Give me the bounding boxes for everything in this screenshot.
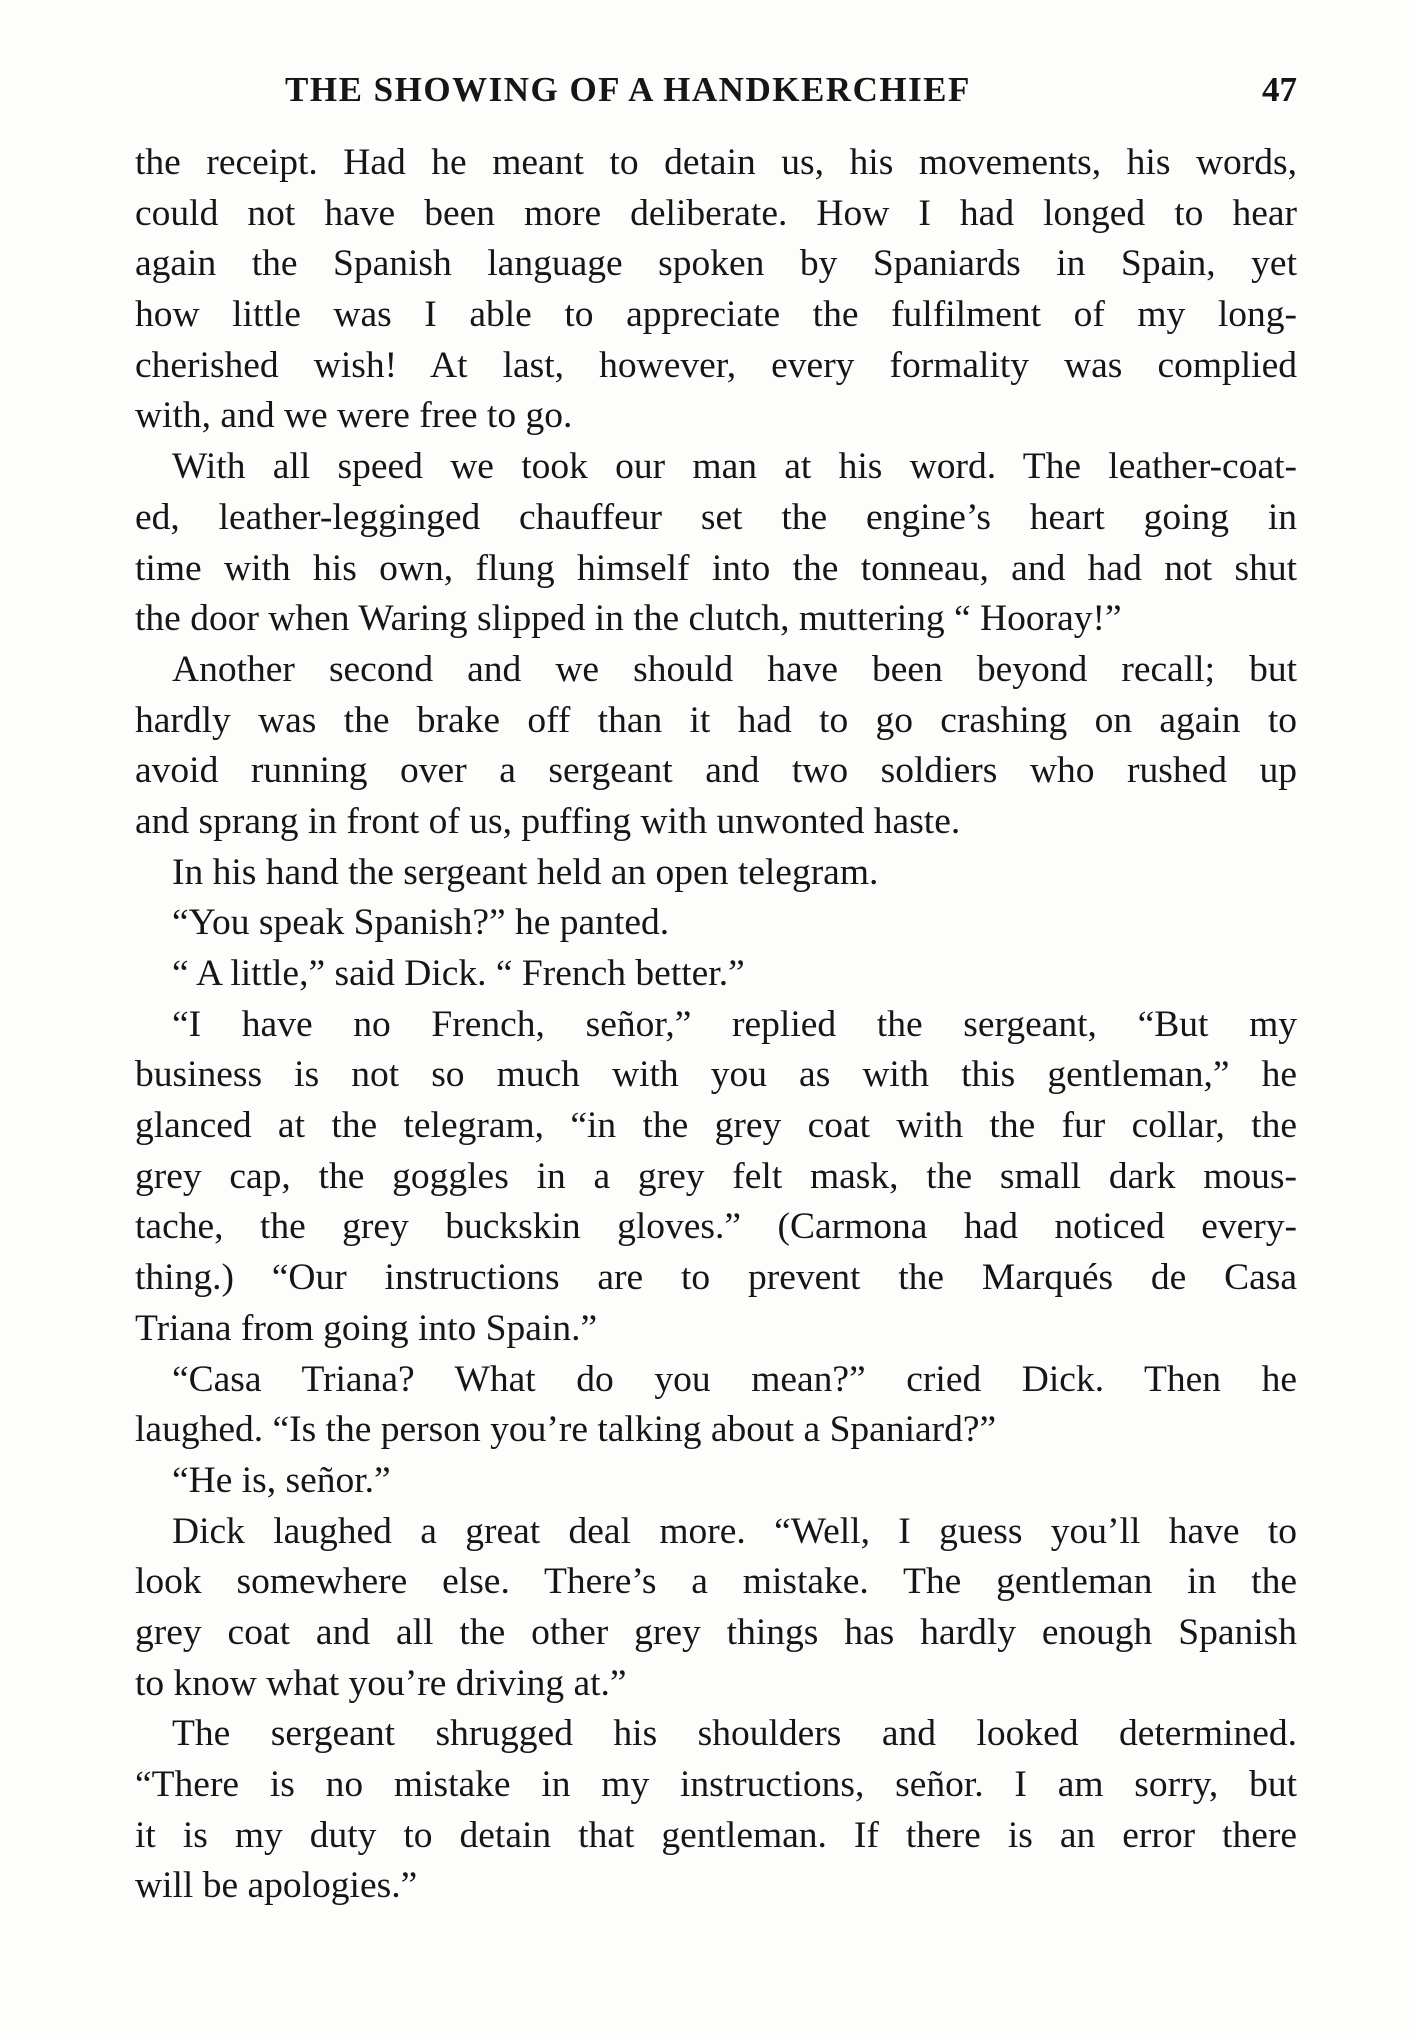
body-text — [135, 138, 1297, 1912]
text-line: with, and we were free to go. — [135, 395, 573, 437]
text-line: glanced at the telegram, “in the grey coat with the fur collar, the — [135, 1105, 1297, 1147]
text-line: “He is, señor.” — [172, 1459, 391, 1501]
text-line: again the Spanish language spoken by Spaniards in Spain, yet — [135, 243, 1297, 285]
text-line: “ A little,” said Dick. “ French better.” — [172, 953, 745, 994]
text-line: The sergeant shrugged his shoulders and looked determined. — [172, 1713, 1297, 1755]
text-line: “Casa Triana? What do you mean?” cried Dick. Then he — [172, 1358, 1297, 1400]
text-line: thing.) “Our instructions are to prevent the Marqués de Casa — [135, 1257, 1297, 1299]
text-line: laughed. “Is the person you’re talking about a Spaniard?” — [135, 1409, 997, 1451]
text-line: ed, leather-legginged chauffeur set the engine’s heart going in — [135, 496, 1297, 538]
text-line: how little was I able to appreciate the fulfilment of my long- — [135, 294, 1297, 336]
text-line: Another second and we should have been beyond recall; but — [172, 648, 1297, 690]
text-line: With all speed we took our man at his word. The leather-coat- — [172, 446, 1297, 488]
running-title: THE SHOWING OF A HANDKERCHIEF — [285, 70, 971, 109]
page-number: 47 — [1262, 70, 1297, 109]
text-line: In his hand the sergeant held an open telegram. — [172, 851, 879, 893]
text-line: “You speak Spanish?” he panted. — [172, 902, 670, 944]
text-line: hardly was the brake off than it had to go crashing on again to — [135, 699, 1297, 741]
text-line: the door when Waring slipped in the clutch, muttering “ Hooray!” — [135, 598, 1122, 640]
text-line: Dick laughed a great deal more. “Well, I guess you’ll have to — [172, 1510, 1297, 1552]
text-line: “There is no mistake in my instructions, señor. I am sorry, but — [135, 1764, 1297, 1805]
text-line: grey cap, the goggles in a grey felt mask, the small dark mous- — [135, 1155, 1297, 1197]
running-head — [135, 70, 1297, 120]
text-line: could not have been more deliberate. How I had longed to hear — [135, 192, 1297, 234]
text-line: it is my duty to detain that gentleman. If there is an error there — [135, 1814, 1297, 1856]
text-line: and sprang in front of us, puffing with unwonted haste. — [135, 800, 961, 842]
text-line: tache, the grey buckskin gloves.” (Carmona had noticed every- — [135, 1206, 1297, 1248]
text-line: “I have no French, señor,” replied the sergeant, “But my — [172, 1003, 1297, 1045]
text-line: Triana from going into Spain.” — [135, 1307, 598, 1349]
text-line: look somewhere else. There’s a mistake. The gentleman in the — [135, 1561, 1297, 1603]
text-line: avoid running over a sergeant and two soldiers who rushed up — [135, 750, 1297, 792]
text-line: the receipt. Had he meant to detain us, his movements, his words, — [135, 142, 1297, 183]
text-line: to know what you’re driving at.” — [135, 1662, 627, 1704]
text-line: business is not so much with you as with this gentleman,” he — [135, 1054, 1297, 1096]
text-line: cherished wish! At last, however, every formality was complied — [135, 344, 1297, 386]
text-line: time with his own, flung himself into the tonneau, and had not shut — [135, 547, 1297, 589]
text-line: grey coat and all the other grey things has hardly enough Spanish — [135, 1611, 1297, 1653]
text-line: will be apologies.” — [135, 1865, 418, 1907]
